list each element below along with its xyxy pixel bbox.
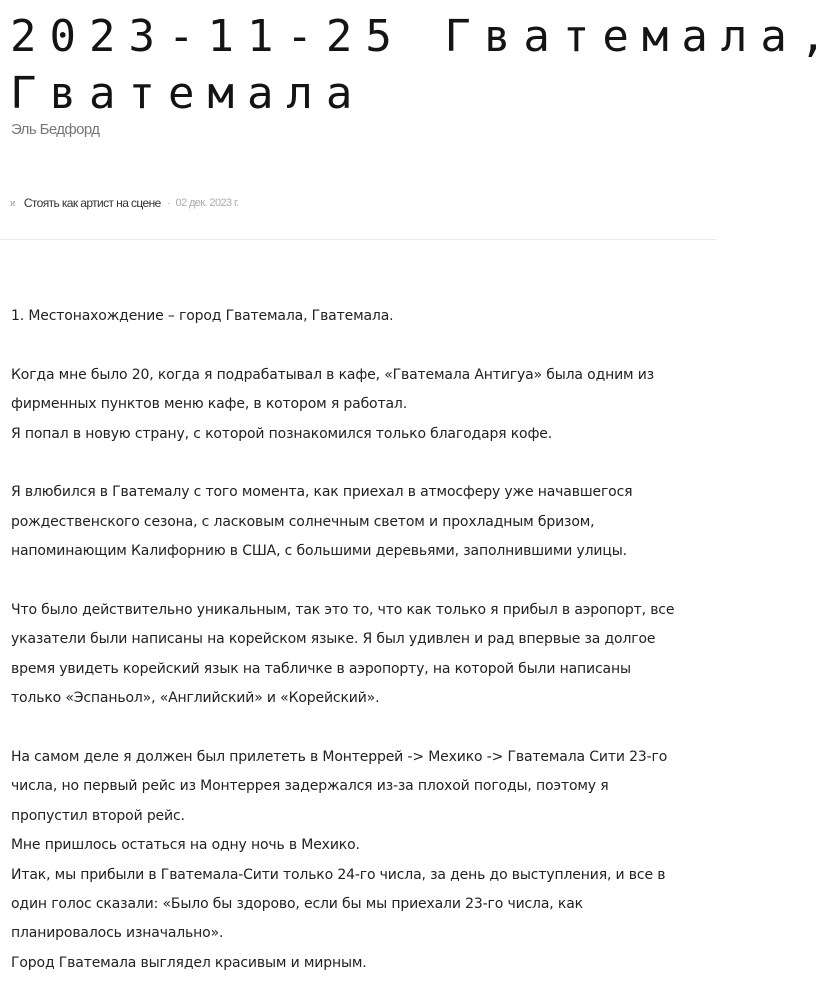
category-icon: ϰ [10,198,15,208]
paragraph-line: рождественского сезона, с ласковым солнечным светом и прохладным бризом, [11,513,595,530]
header-divider [0,239,717,240]
paragraph-line: время увидеть корейский язык на табличке в аэропорту, на которой были написаны [11,660,631,677]
paragraph-gap [11,449,723,478]
paragraph-line: напоминающим Калифорнию в США, с большими деревьями, заполнившими улицы. [11,543,627,560]
paragraph-line: Мне пришлось остаться на одну ночь в Мехико. [11,837,360,854]
paragraph-line: На самом деле я должен был прилететь в Монтеррей -> Мехико -> Гватемала Сити 23-го [11,749,668,766]
paragraph-line: Итак, мы прибыли в Гватемала-Сити только 24-го числа, за день до выступления, и все в [11,866,666,883]
paragraph-line: один голос сказали: «Было бы здорово, если бы мы приехали 23-го числа, как [11,896,583,913]
paragraph-line: числа, но первый рейс из Монтеррея задержался из-за плохой погоды, поэтому я [11,778,609,795]
paragraph-line: Я попал в новую страну, с которой познакомился только благодаря кофе. [11,425,553,442]
post-title-line-1: 2023-11-25 Гватемала, [10,11,839,62]
paragraph-line: Когда мне было 20, когда я подрабатывал в кафе, «Гватемала Антигуа» была одним из [11,366,655,383]
post-content [11,302,723,978]
paragraph-line: фирменных пунктов меню кафе, в котором я работал. [11,396,408,413]
post-date: 02 дек. 2023 г. [175,197,239,209]
paragraph-gap [11,567,723,596]
post-meta [10,196,238,210]
meta-separator: · [166,197,170,209]
paragraph-line: указатели были написаны на корейском языке. Я был удивлен и рад впервые за долгое [11,631,656,648]
paragraph-line: планировалось изначально». [11,925,224,942]
paragraph-line: Я влюбился в Гватемалу с того момента, как приехал в атмосферу уже начавшегося [11,484,633,501]
paragraph-line: Город Гватемала выглядел красивым и мирным. [11,954,367,971]
paragraph-gap [11,331,723,360]
paragraph-location: 1. Местонахождение – город Гватемала, Гватемала. [11,308,394,324]
paragraph-line: только «Эспаньол», «Английский» и «Корейский». [11,690,380,707]
post-title-line-2: Гватемала [10,68,366,119]
post-title [10,8,839,122]
category-link[interactable]: Стоять как артист на сцене [23,196,161,210]
paragraph-gap [11,714,723,743]
author-name[interactable]: Эль Бедфорд [11,121,100,138]
paragraph-line: пропустил второй рейс. [11,807,185,824]
paragraph-line: Что было действительно уникальным, так это то, что как только я прибыл в аэропорт, все [11,602,675,619]
